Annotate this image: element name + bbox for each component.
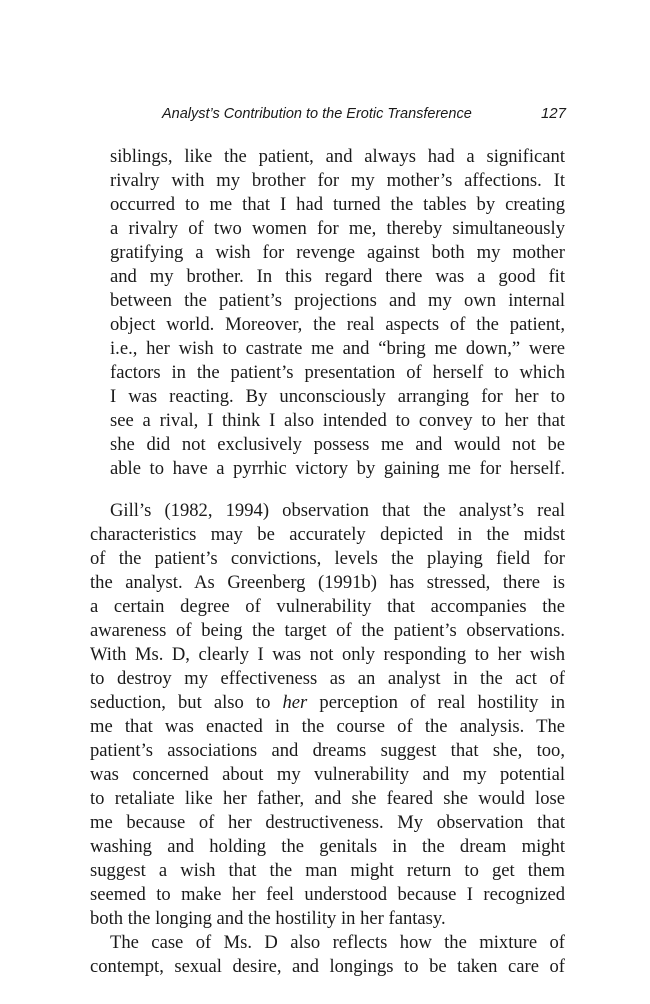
- text-line: and my brother. In this regard there was a good fit: [110, 266, 565, 287]
- text-line: was concerned about my vulnerability and my potential: [90, 764, 565, 785]
- text-line: contempt, sexual desire, and longings to be taken care of: [90, 956, 565, 977]
- text-line: The case of Ms. D also reflects how the mixture of: [110, 932, 565, 953]
- text-line: awareness of being the target of the patient’s observations.: [90, 620, 565, 641]
- text-line: me because of her destructiveness. My observation that: [90, 812, 565, 833]
- text-line: patient’s associations and dreams suggest that she, too,: [90, 740, 565, 761]
- text-line: occurred to me that I had turned the tables by creating: [110, 194, 565, 215]
- text-line: a certain degree of vulnerability that accompanies the: [90, 596, 565, 617]
- text-line: object world. Moreover, the real aspects of the patient,: [110, 314, 565, 335]
- text-line: see a rival, I think I also intended to convey to her that: [110, 410, 565, 431]
- text-line: me that was enacted in the course of the analysis. The: [90, 716, 565, 737]
- text-line: washing and holding the genitals in the dream might: [90, 836, 565, 857]
- text-line: characteristics may be accurately depicted in the midst: [90, 524, 565, 545]
- text-line: able to have a pyrrhic victory by gaining me for herself.: [110, 458, 565, 479]
- text-line: With Ms. D, clearly I was not only responding to her wish: [90, 644, 565, 665]
- page-number: 127: [540, 105, 566, 122]
- text-line: to retaliate like her father, and she feared she would lose: [90, 788, 565, 809]
- text-line: i.e., her wish to castrate me and “bring me down,” were: [110, 338, 565, 359]
- text-line: rivalry with my brother for my mother’s affections. It: [110, 170, 565, 191]
- text-line: factors in the patient’s presentation of herself to which: [110, 362, 565, 383]
- text-line-last: both the longing and the hostility in her fantasy.: [90, 908, 446, 929]
- text-line: she did not exclusively possess me and would not be: [110, 434, 565, 455]
- text-line: suggest a wish that the man might return to get them: [90, 860, 565, 881]
- text-line: of the patient’s convictions, levels the playing field for: [90, 548, 565, 569]
- text-span: perception of real hostility in: [319, 692, 566, 713]
- text-span: seduction, but also to: [90, 692, 271, 713]
- emphasis-her: her: [282, 692, 308, 713]
- text-line: the analyst. As Greenberg (1991b) has stressed, there is: [90, 572, 565, 593]
- running-head-title: Analyst’s Contribution to the Erotic Transference: [162, 106, 472, 122]
- text-line: a rivalry of two women for me, thereby simultaneously: [110, 218, 565, 239]
- text-line: gratifying a wish for revenge against both my mother: [110, 242, 565, 263]
- text-line: Gill’s (1982, 1994) observation that the analyst’s real: [110, 500, 565, 521]
- text-line: between the patient’s projections and my own internal: [110, 290, 565, 311]
- text-line: seemed to make her feel understood because I recognized: [90, 884, 565, 905]
- text-line-with-emphasis: [90, 692, 565, 714]
- text-line: siblings, like the patient, and always had a significant: [110, 146, 565, 167]
- text-line: I was reacting. By unconsciously arranging for her to: [110, 386, 565, 407]
- text-line: to destroy my effectiveness as an analyst in the act of: [90, 668, 565, 689]
